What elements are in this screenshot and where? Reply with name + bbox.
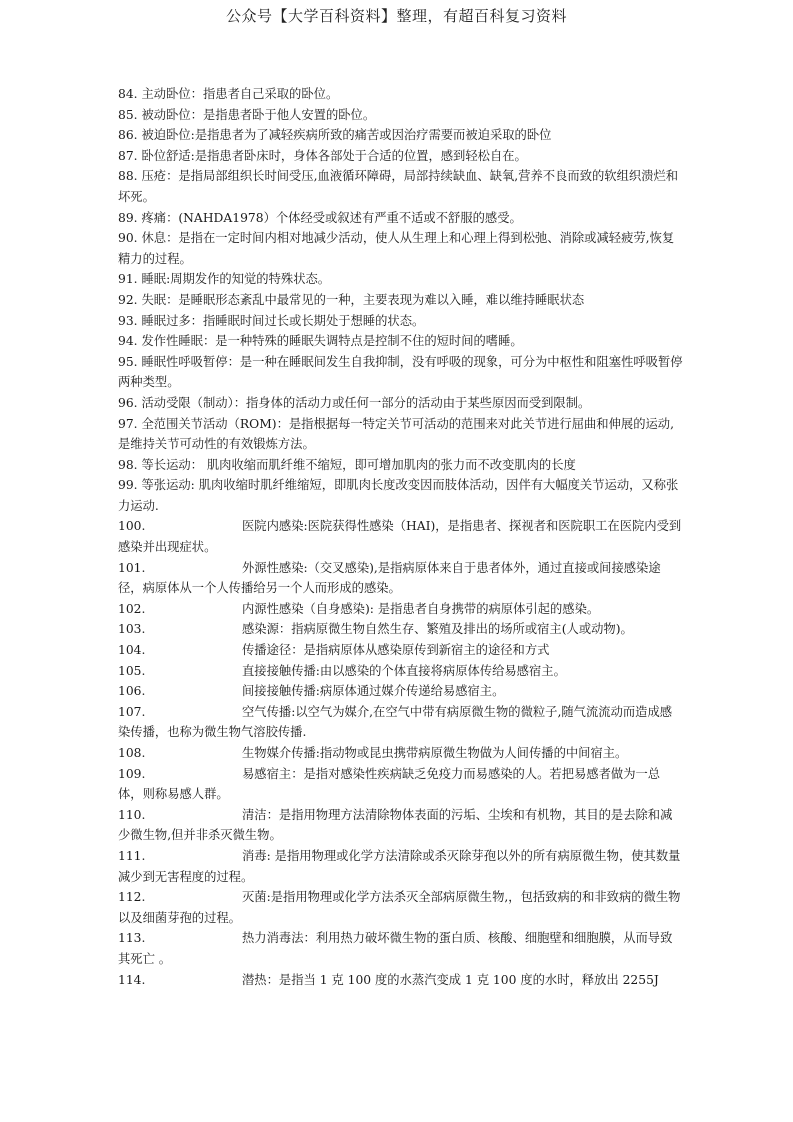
entry-text: 睡眠性呼吸暂停：是一种在睡眠间发生自我抑制，没有呼吸的现象，可分为中枢性和阻塞性呼吸暂停两种类型。 [118, 354, 683, 390]
entry-number: 93. [118, 313, 138, 328]
entry-text: 清洁：是指用物理方法清除物体表面的污垢、尘埃和有机物，其目的是去除和减少微生物,但并非杀灭微生物。 [118, 807, 673, 843]
entry-number: 94. [118, 334, 138, 349]
glossary-entry [118, 475, 684, 516]
glossary-entry [118, 352, 684, 393]
entry-number: 104. [118, 643, 146, 658]
entry-number: 88. [118, 169, 138, 184]
entry-text: 感染源：指病原微生物自然生存、繁殖及排出的场所或宿主(人或动物)。 [242, 622, 633, 637]
entry-number: 92. [118, 292, 138, 307]
entry-text: 内源性感染（自身感染): 是指患者自身携带的病原体引起的感染。 [242, 601, 600, 616]
entry-text: 主动卧位：指患者自己采取的卧位。 [141, 87, 339, 101]
glossary-entry [118, 208, 684, 229]
entry-number: 84. [118, 87, 138, 101]
glossary-entry [118, 84, 684, 105]
entry-text: 直接接触传播:由以感染的个体直接将病原体传给易感宿主。 [242, 663, 566, 678]
entry-number: 111. [118, 848, 146, 863]
entry-number: 107. [118, 704, 146, 719]
entry-number: 89. [118, 210, 138, 225]
glossary-entry [118, 269, 684, 290]
entry-number: 105. [118, 663, 146, 678]
glossary-list [118, 84, 684, 990]
entry-number: 101. [118, 560, 146, 575]
glossary-entry [118, 970, 684, 991]
glossary-entry [118, 681, 684, 702]
entry-number: 108. [118, 746, 146, 760]
entry-text: 压疮：是指局部组织长时间受压,血液循环障碍，局部持续缺血、缺氧,营养不良而致的软组织溃烂和坏死。 [118, 169, 679, 204]
glossary-entry [118, 331, 684, 352]
entry-text: 失眠：是睡眠形态紊乱中最常见的一种，主要表现为难以入睡，难以维持睡眠状态 [141, 292, 585, 307]
glossary-entry [118, 558, 684, 599]
entry-number: 85. [118, 107, 138, 122]
glossary-entry [118, 125, 684, 146]
glossary-entry [118, 146, 684, 167]
entry-number: 86. [118, 128, 138, 143]
glossary-entry [118, 661, 684, 682]
glossary-entry [118, 393, 684, 414]
glossary-entry [118, 599, 684, 620]
entry-number: 98. [118, 457, 138, 472]
glossary-entry [118, 846, 684, 887]
glossary-entry [118, 619, 684, 640]
entry-number: 97. [118, 416, 138, 431]
entry-text: 生物媒介传播:指动物或昆虫携带病原微生物做为人间传播的中间宿主。 [242, 746, 628, 760]
entry-text: 等长运动： 肌肉收缩而肌纤维不缩短，即可增加肌肉的张力而不改变肌肉的长度 [141, 457, 576, 472]
entry-number: 102. [118, 601, 146, 616]
entry-text: 消毒: 是指用物理或化学方法清除或杀灭除芽孢以外的所有病原微生物，使其数量减少到无害程度的过程。 [118, 848, 681, 884]
glossary-entry [118, 455, 684, 476]
entry-number: 100. [118, 519, 146, 534]
entry-text: 被迫卧位:是指患者为了减轻疾病所致的痛苦或因治疗需要而被迫采取的卧位 [141, 128, 552, 143]
entry-text: 卧位舒适:是指患者卧床时，身体各部处于合适的位置，感到轻松自在。 [141, 148, 527, 163]
glossary-entry [118, 228, 684, 269]
entry-number: 87. [118, 148, 138, 163]
entry-text: 热力消毒法：利用热力破坏微生物的蛋白质、核酸、细胞壁和细胞膜，从而导致其死亡 。 [118, 931, 673, 966]
entry-text: 疼痛：(NAHDA1978）个体经受或叙述有严重不适或不舒服的感受。 [141, 210, 522, 225]
entry-number: 90. [118, 231, 138, 246]
entry-text: 间接接触传播:病原体通过媒介传递给易感宿主。 [242, 684, 505, 699]
glossary-entry [118, 166, 684, 207]
entry-text: 潜热：是指当 1 克 100 度的水蒸汽变成 1 克 100 度的水时，释放出 2255J [242, 972, 659, 987]
entry-text: 睡眠过多：指睡眠时间过长或长期处于想睡的状态。 [141, 313, 425, 328]
glossary-entry [118, 743, 684, 764]
entry-number: 110. [118, 807, 146, 822]
glossary-entry [118, 516, 684, 557]
entry-text: 灭菌:是指用物理或化学方法杀灭全部病原微生物,，包括致病的和非致病的微生物以及细菌芽孢的过程。 [118, 890, 681, 925]
entry-number: 91. [118, 272, 138, 287]
entry-number: 106. [118, 684, 146, 699]
entry-text: 传播途径：是指病原体从感染原传到新宿主的途径和方式 [242, 643, 550, 658]
glossary-entry [118, 928, 684, 969]
entry-number: 112. [118, 890, 146, 905]
glossary-entry [118, 764, 684, 805]
entry-text: 全范围关节活动（ROM)：是指根据每一特定关节可活动的范围来对此关节进行屈曲和伸展的运动,是维持关节可动性的有效锻炼方法。 [118, 416, 674, 452]
entry-text: 活动受限（制动）：指身体的活动力或任何一部分的活动由于某些原因而受到限制。 [141, 395, 591, 410]
entry-number: 109. [118, 766, 146, 781]
entry-text: 睡眠:周期发作的知觉的特殊状态。 [141, 272, 331, 287]
entry-text: 空气传播:以空气为媒介,在空气中带有病原微生物的微粒子,随气流流动而造成感染传播，也称为微生物气溶胶传播. [118, 704, 673, 740]
glossary-entry [118, 290, 684, 311]
glossary-entry [118, 105, 684, 126]
page-header: 公众号【大学百科资料】整理，有超百科复习资料 [225, 7, 567, 25]
entry-number: 96. [118, 395, 138, 410]
entry-number: 114. [118, 972, 146, 987]
entry-text: 等张运动: 肌肉收缩时肌纤维缩短，即肌肉长度改变因而肢体活动，因伴有大幅度关节运动，又称张力运动. [118, 478, 679, 513]
entry-text: 休息：是指在一定时间内相对地减少活动，使人从生理上和心理上得到松弛、消除或减轻疲劳,恢复精力的过程。 [118, 231, 675, 266]
entry-number: 95. [118, 354, 138, 369]
entry-text: 易感宿主：是指对感染性疾病缺乏免疫力而易感染的人。若把易感者做为一总体，则称易感人群。 [118, 766, 661, 802]
glossary-entry [118, 805, 684, 846]
entry-number: 99. [118, 478, 138, 493]
entry-text: 外源性感染:（交叉感染),是指病原体来自于患者体外，通过直接或间接感染途径，病原体从一个人传播给另一个人而形成的感染。 [118, 560, 661, 596]
entry-text: 医院内感染:医院获得性感染（HAI)，是指患者、探视者和医院职工在医院内受到感染并出现症状。 [118, 519, 682, 555]
glossary-entry [118, 702, 684, 743]
glossary-entry [118, 887, 684, 928]
entry-number: 113. [118, 931, 146, 946]
glossary-entry [118, 414, 684, 455]
entry-number: 103. [118, 622, 146, 637]
glossary-entry [118, 640, 684, 661]
entry-text: 被动卧位：是指患者卧于他人安置的卧位。 [141, 107, 376, 122]
glossary-entry [118, 311, 684, 332]
entry-text: 发作性睡眠：是一种特殊的睡眠失调特点是控制不住的短时间的嗜睡。 [141, 334, 523, 349]
